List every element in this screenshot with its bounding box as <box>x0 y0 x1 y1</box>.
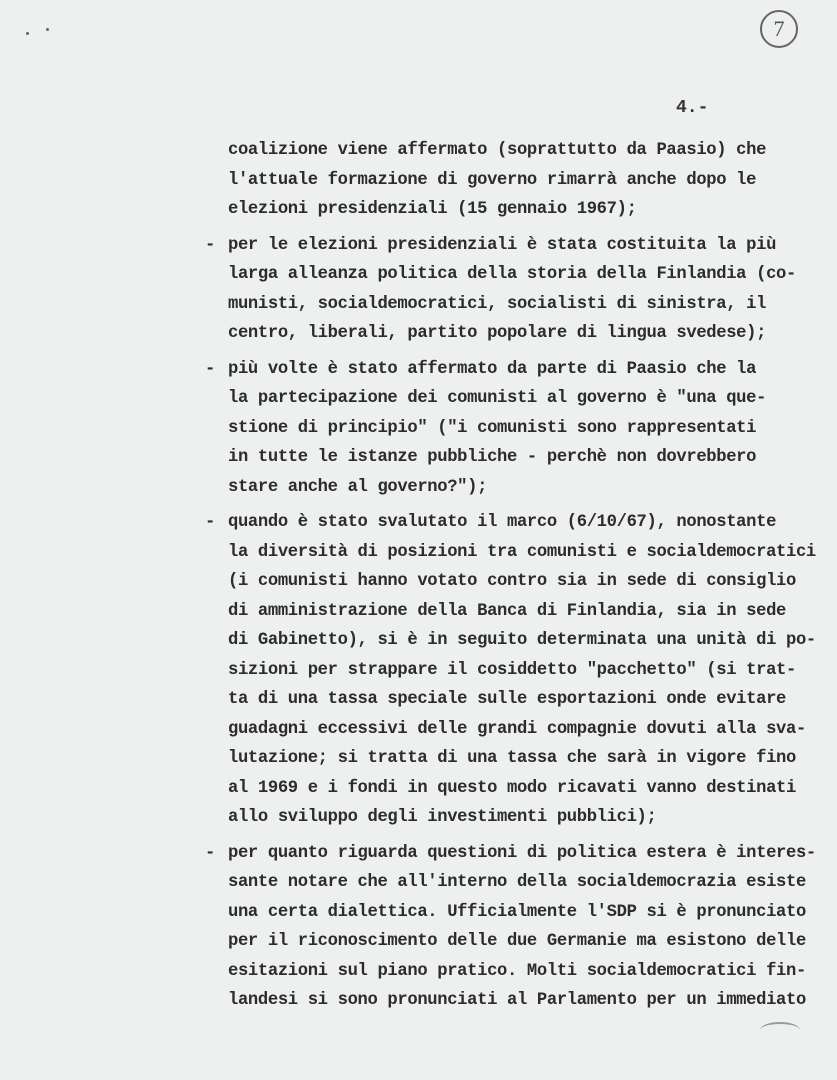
text-line: una certa dialettica. Ufficialmente l'SDP si è pronunciato <box>228 902 806 922</box>
text-line: per il riconoscimento delle due Germanie ma esistono delle <box>228 932 806 951</box>
text-line: stione di principio" ("i comunisti sono rappresentati <box>228 418 757 438</box>
text-line: la diversità di posizioni tra comunisti e socialdemocratici <box>228 542 816 562</box>
text-line: stare anche al governo?"); <box>228 477 488 497</box>
text-line: in tutte le istanze pubbliche - perchè non dovrebbero <box>228 448 757 467</box>
text-line: al 1969 e i fondi in questo modo ricavati vanno destinati <box>228 778 796 798</box>
text-line: munisti, socialdemocratici, socialisti di sinistra, il <box>228 294 767 314</box>
text-line: elezioni presidenziali (15 gennaio 1967); <box>228 200 637 219</box>
text-line: coalizione viene affermato (soprattutto da Paasio) che <box>228 141 767 160</box>
circled-page-mark: 7 <box>760 10 798 48</box>
text-line: per quanto riguarda questioni di politica estera è interes- <box>228 843 816 863</box>
bullet-item <box>205 231 815 349</box>
bullet-dash: - <box>205 843 215 863</box>
text-line: lutazione; si tratta di una tassa che sarà in vigore fino <box>228 749 796 768</box>
text-line: landesi si sono pronunciati al Parlamento per un immediato <box>228 991 806 1010</box>
text-line: la partecipazione dei comunisti al governo è "una que- <box>228 389 767 408</box>
ink-speck <box>26 32 29 35</box>
text-line: ta di una tassa speciale sulle esportazioni onde evitare <box>228 690 786 709</box>
bullet-item <box>205 355 815 503</box>
text-line: sante notare che all'interno della socialdemocrazia esiste <box>228 873 806 892</box>
text-line: l'attuale formazione di governo rimarrà anche dopo le <box>228 170 757 190</box>
page-number: 4.- <box>676 98 709 118</box>
intro-paragraph <box>205 136 815 225</box>
bullet-dash: - <box>205 359 215 379</box>
text-line: di amministrazione della Banca di Finlandia, sia in sede <box>228 601 786 621</box>
ink-speck <box>46 28 49 31</box>
text-line: sizioni per strappare il cosiddetto "pacchetto" (si trat- <box>228 660 796 680</box>
document-body <box>205 136 815 1016</box>
bullet-item <box>205 508 815 833</box>
text-line: guadagni eccessivi delle grandi compagnie dovuti alla sva- <box>228 719 806 739</box>
bullet-dash: - <box>205 235 215 255</box>
text-line: per le elezioni presidenziali è stata costituita la più <box>228 235 777 255</box>
text-line: quando è stato svalutato il marco (6/10/67), nonostante <box>228 513 777 532</box>
text-line: più volte è stato affermato da parte di Paasio che la <box>228 359 757 379</box>
bullet-item <box>205 839 815 1016</box>
text-line: esitazioni sul piano pratico. Molti socialdemocratici fin- <box>228 961 806 981</box>
text-line: di Gabinetto), si è in seguito determinata una unità di po- <box>228 631 816 650</box>
text-line: larga alleanza politica della storia della Finlandia (co- <box>228 265 796 284</box>
text-line: (i comunisti hanno votato contro sia in sede di consiglio <box>228 572 796 591</box>
bullet-dash: - <box>205 513 215 532</box>
text-line: centro, liberali, partito popolare di lingua svedese); <box>228 324 767 343</box>
text-line: allo sviluppo degli investimenti pubblici); <box>228 808 657 827</box>
page-curl-mark <box>760 1022 800 1038</box>
